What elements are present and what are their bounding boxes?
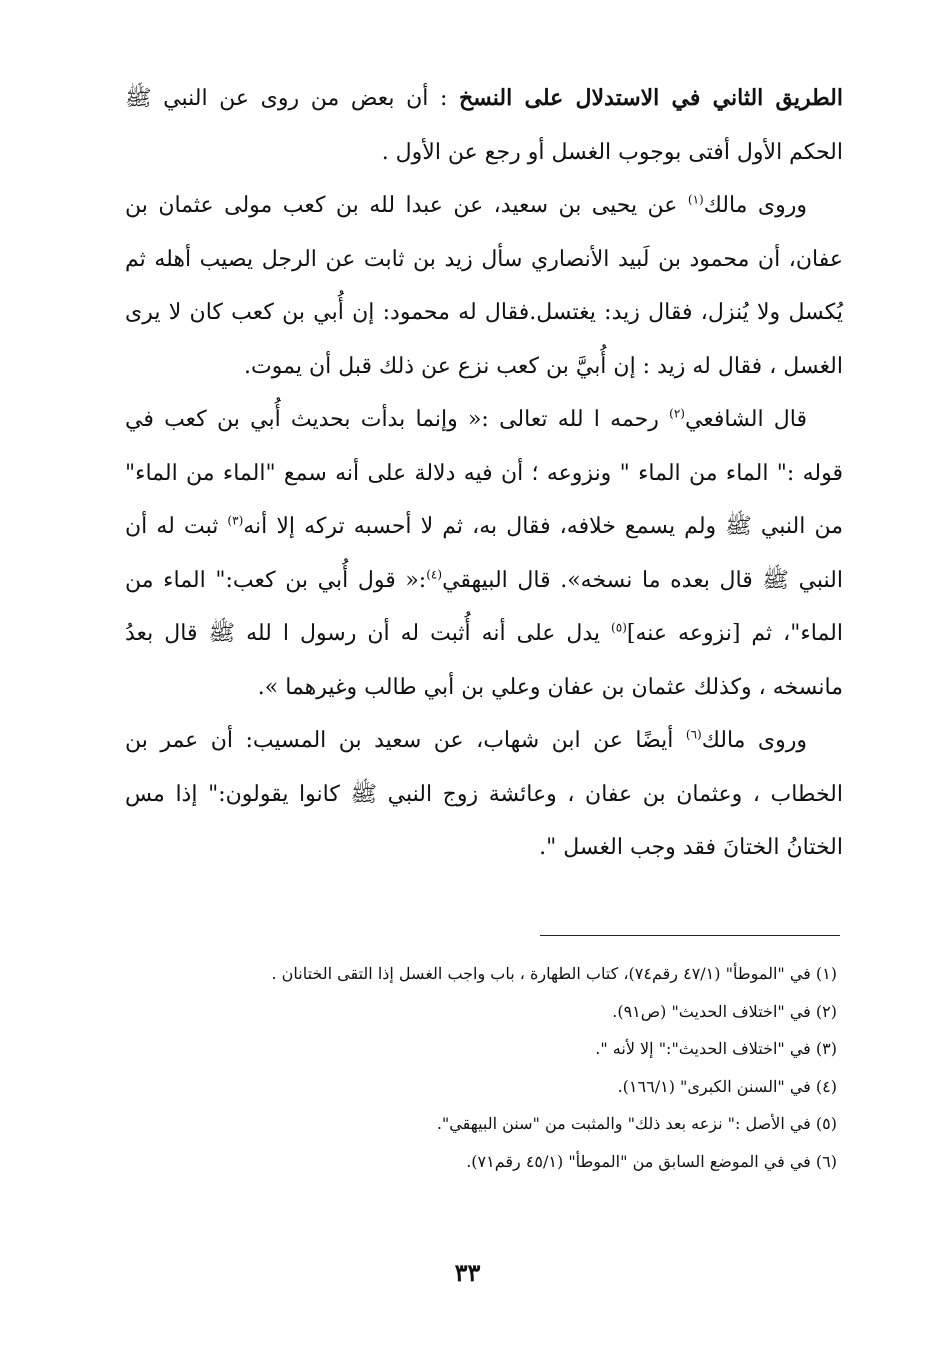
footnote-ref-6: (٦) <box>685 727 702 742</box>
text-run: أيضًا عن ابن شهاب، عن سعيد بن المسيب: أن عمر بن الخطاب ، وعثمان بن عفان ، وعائشة زوج النبي ﷺ كانوا يقولون:" إذا مس الختانُ الختانَ فقد وجب الغسل ". <box>125 728 843 860</box>
footnote-2: (٢) في "اختلاف الحديث" (ص٩١). <box>612 1001 837 1021</box>
footnotes-list <box>100 955 837 1180</box>
footnote-4: (٤) في "السنن الكبرى" (١٦٦/١). <box>617 1076 837 1096</box>
text-run: وروى مالك <box>701 728 807 753</box>
footnote-3: (٣) في "اختلاف الحديث":" إلا لأنه ". <box>595 1039 837 1058</box>
text-run: ثبت له أن النبي ﷺ قال بعده ما نسخه». قال البيهقي <box>125 514 843 593</box>
footnote-5: (٥) في الأصل :" نزعه بعد ذلك" والمثبت من "سنن البيهقي". <box>436 1114 837 1133</box>
footnote-ref-1: (١) <box>687 192 704 207</box>
text-run: رحمه ا لله تعالى :« وإنما بدأت بحديث أُبي بن كعب في قوله :" الماء من الماء " ونزوعه ؛ أن فيه دلالة على أنه سمع "الماء من الماء" من النبي ﷺ ولم يسمع خلافه، فقال به، ثم لا أحسبه تركه إلا أنه <box>125 407 843 539</box>
footnote-ref-3: (٣) <box>227 513 244 528</box>
text-run: قال الشافعي <box>684 407 807 432</box>
paragraph-1 <box>125 72 843 179</box>
paragraph-2 <box>125 179 843 393</box>
paragraph-3 <box>125 393 843 714</box>
footnote-6: (٦) في في الموضع السابق من "الموطأ" (٤٥/١ رقم٧١). <box>466 1151 837 1171</box>
footnote-1: (١) في "الموطأ" (٤٧/١ رقم٧٤)، كتاب الطهارة ، باب واجب الغسل إذا التقى الختانان . <box>271 964 837 983</box>
footnote-divider <box>540 935 840 936</box>
paragraph-4 <box>125 714 843 875</box>
footnote-ref-4: (٤) <box>426 567 443 582</box>
text-run: وروى مالك <box>703 193 807 218</box>
section-heading: الطريق الثاني في الاستدلال على النسخ <box>458 85 843 111</box>
text-run: :« قول أُبي بن كعب:" الماء من الماء"، ثم [نزوعه عنه] <box>125 567 843 646</box>
footnote-ref-2: (٢) <box>669 406 685 421</box>
paragraph-1-text: : أن بعض من روى عن النبي ﷺ الحكم الأول أفتى بوجوب الغسل أو رجع عن الأول . <box>125 86 843 165</box>
text-run: عن يحيى بن سعيد، عن عبدا لله بن كعب مولى عثمان بن عفان، أن محمود بن لَبيد الأنصاري سأل زيد بن ثابت عن الرجل يصيب أهله ثم يُكسل ولا يُنزل، فقال زيد: يغتسل.فقال له محمود: إن أُبي بن كعب كان لا يرى الغسل ، فقال له زيد : إن أُبيَّ بن كعب نزع عن ذلك قبل أن يموت. <box>125 193 843 379</box>
footnote-ref-5: (٥) <box>611 620 627 635</box>
page-number: ٣٣ <box>454 1258 481 1287</box>
main-text <box>125 72 843 875</box>
text-run: يدل على أنه أُثبت له أن رسول ا لله ﷺ قال بعدُ مانسخه ، وكذلك عثمان بن عفان وعلي بن أبي طالب وغيرهما ». <box>125 621 843 700</box>
